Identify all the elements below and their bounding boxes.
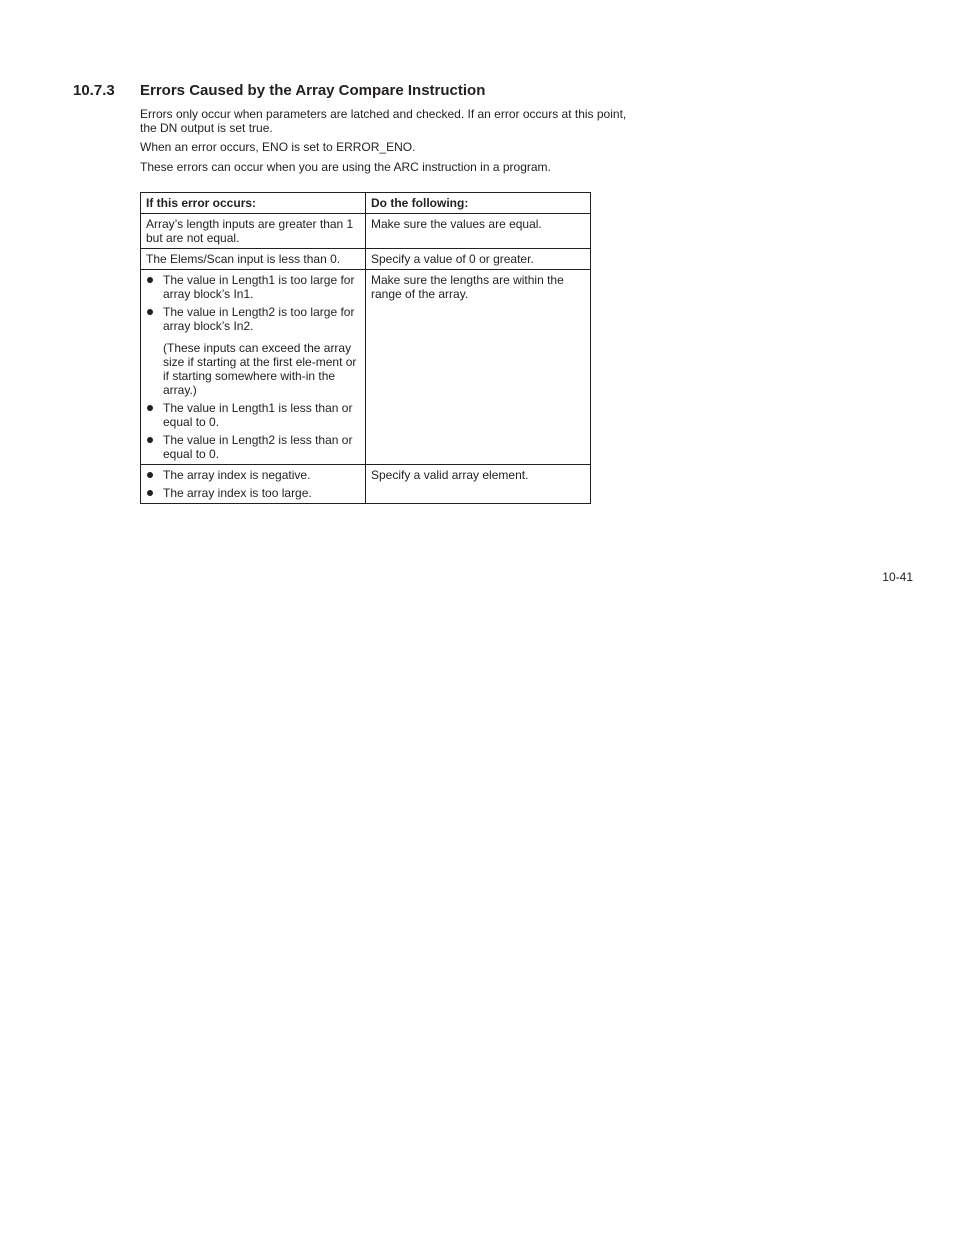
bullet-icon (147, 405, 153, 411)
list-item-text: The value in Length2 is too large for array block’s In2. (163, 305, 355, 333)
bullet-list (146, 273, 360, 333)
section-number: 10.7.3 (73, 82, 115, 99)
page-number: 10-41 (882, 570, 913, 584)
error-table (140, 192, 591, 504)
bullet-list (146, 401, 360, 461)
bullet-icon (147, 437, 153, 443)
list-item-text: The value in Length1 is less than or equal to 0. (163, 401, 353, 429)
table-header-row (141, 193, 591, 214)
paragraph-arc-errors: These errors can occur when you are using the ARC instruction in a program. (140, 160, 551, 174)
section-title: Errors Caused by the Array Compare Instruction (140, 82, 486, 99)
bullet-icon (147, 490, 153, 496)
list-item (146, 273, 360, 301)
error-cell: Array’s length inputs are greater than 1 but are not equal. (141, 214, 366, 249)
note-text: (These inputs can exceed the array size if starting at the first ele-ment or if starting somewhere with-in the array.) (163, 341, 357, 397)
table-row (141, 249, 591, 270)
action-cell: Specify a valid array element. (366, 465, 591, 504)
list-item (146, 401, 360, 429)
header-error: If this error occurs: (141, 193, 366, 214)
table-row (141, 465, 591, 504)
table-row (141, 214, 591, 249)
error-cell: The Elems/Scan input is less than 0. (141, 249, 366, 270)
error-cell (141, 270, 366, 465)
header-action: Do the following: (366, 193, 591, 214)
list-item (146, 468, 360, 482)
list-item-text: The array index is negative. (163, 468, 311, 482)
list-item (146, 433, 360, 461)
list-item-text: The array index is too large. (163, 486, 312, 500)
action-cell: Make sure the lengths are within the range of the array. (366, 270, 591, 465)
table-row (141, 270, 591, 465)
bullet-icon (147, 277, 153, 283)
list-item (146, 486, 360, 500)
list-item (146, 305, 360, 333)
paragraph-eno: When an error occurs, ENO is set to ERROR_ENO. (140, 140, 416, 154)
action-cell: Make sure the values are equal. (366, 214, 591, 249)
error-cell (141, 465, 366, 504)
action-cell: Specify a value of 0 or greater. (366, 249, 591, 270)
paragraph-latch-errors: Errors only occur when parameters are latched and checked. If an error occurs at this point, the DN output is set true. (140, 107, 627, 135)
list-item-text: The value in Length1 is too large for array block’s In1. (163, 273, 355, 301)
bullet-icon (147, 472, 153, 478)
list-item-text: The value in Length2 is less than or equal to 0. (163, 433, 353, 461)
bullet-list (146, 468, 360, 500)
bullet-icon (147, 309, 153, 315)
